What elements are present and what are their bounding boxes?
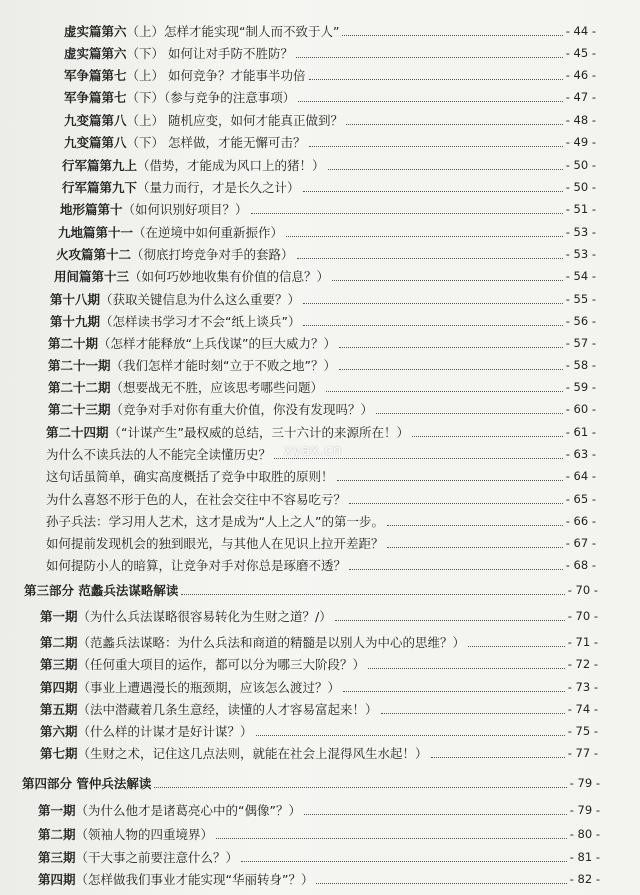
dot-leader: [296, 56, 563, 58]
toc-entry-text: （下） 怎样做，才能无懈可击？: [126, 135, 306, 150]
dot-leader: [387, 546, 563, 548]
toc-entry-head: 第七期: [40, 746, 78, 761]
toc-entry-text: （如何识别好项目？）: [122, 202, 248, 217]
toc-entry-title: [46, 469, 334, 484]
toc-entry: [38, 872, 600, 887]
toc-entry: [64, 24, 596, 39]
toc-page-number: - 82 -: [569, 872, 600, 886]
toc-entry-title: [64, 46, 293, 61]
toc-entry-title: [46, 536, 384, 551]
toc-entry-head: 地形篇第十: [60, 202, 123, 217]
toc-entry-text: 如何提防小人的暗算，让竞争对手对你总是琢磨不透？: [46, 558, 347, 573]
toc-entry-text: 如何提前发现机会的独到眼光，与其他人在见识上拉开差距？: [46, 536, 384, 551]
toc-entry-text: （上）怎样才能实现“制人而不致于人”: [126, 24, 340, 39]
toc-entry: [40, 635, 598, 650]
toc-entry-title: [40, 657, 365, 672]
toc-entry-head: 第二十一期: [48, 358, 111, 373]
toc-entry-title: [46, 492, 346, 507]
toc-entry-head: 第三期: [40, 657, 78, 672]
toc-entry: [62, 180, 596, 195]
toc-entry: [64, 113, 596, 128]
toc-entry-head: 军争篇第七: [64, 68, 127, 83]
toc-entry: [64, 68, 596, 83]
toc-section-heading: [22, 776, 600, 791]
toc-entry-head: 第十九期: [50, 314, 101, 329]
toc-page-number: - 66 -: [565, 514, 596, 528]
toc-entry-title: [40, 746, 428, 761]
toc-entry: [64, 46, 596, 61]
dot-leader: [387, 524, 563, 526]
toc-entry-text: （彻底打垮竞争对手的套路）: [131, 247, 294, 262]
toc-page-number: - 50 -: [565, 180, 596, 194]
toc-entry-text: （怎样读书学习才不会“纸上谈兵”）: [100, 314, 301, 329]
toc-entry-head: 第一期: [38, 803, 76, 818]
toc-entry-title: [62, 158, 325, 173]
toc-entry-title: [60, 202, 248, 217]
toc-entry-head: 第二十期: [48, 336, 99, 351]
toc-entry-title: [40, 702, 378, 717]
toc-entry-text: （上） 随机应变，如何才能真正做到？: [126, 113, 343, 128]
toc-page-number: - 77 -: [567, 746, 598, 760]
toc-page-number: - 81 -: [569, 850, 600, 864]
toc-entry-text: （范蠡兵法谋略：为什么兵法和商道的精髓是以别人为中心的思维？）: [77, 635, 466, 650]
dot-leader: [309, 145, 563, 147]
toc-entry: [64, 135, 596, 150]
toc-entry-text: （借势，才能成为风口上的猪！）: [137, 158, 325, 173]
toc-entry: [46, 425, 596, 440]
toc-entry-head: 第五期: [40, 702, 78, 717]
toc-section-heading: [24, 583, 598, 598]
dot-leader: [337, 479, 563, 481]
toc-page-number: - 59 -: [565, 380, 596, 394]
toc-entry-text: （获取关键信息为什么这么重要？）: [100, 292, 301, 307]
toc-entry-text: （任何重大项目的运作，都可以分为哪三大阶段？）: [77, 657, 366, 672]
toc-page-number: - 70 -: [567, 583, 598, 597]
toc-page-number: - 44 -: [565, 24, 596, 38]
toc-entry-title: [64, 90, 295, 105]
toc-entry: [40, 724, 598, 739]
toc-entry-head: 第二十二期: [48, 380, 111, 395]
toc-entry-head: 第三部分 范蠡兵法谋略解读: [24, 583, 179, 598]
toc-entry-text: （为什么他才是诸葛亮心中的“偶像”？）: [75, 803, 301, 818]
toc-entry-text: （量力而行，才是长久之计）: [137, 180, 300, 195]
toc-page-number: - 55 -: [565, 292, 596, 306]
toc-entry-title: [46, 514, 384, 529]
toc-entry-title: [24, 583, 178, 598]
toc-page-number: - 65 -: [565, 492, 596, 506]
watermark-text: xyax.cn: [284, 443, 342, 459]
toc-entry-title: [64, 68, 306, 83]
toc-page-number: - 79 -: [569, 803, 600, 817]
toc-entry-text: （怎样才能释放“上兵伐谋”的巨大威力？）: [98, 336, 336, 351]
toc-entry-title: [64, 113, 343, 128]
toc-entry-head: 行军篇第九上: [62, 158, 138, 173]
toc-entry-text: （领袖人物的四重境界）: [75, 827, 214, 842]
toc-entry: [56, 247, 596, 262]
toc-entry-text: （生财之术，记住这几点法则，就能在社会上混得风生水起！）: [77, 746, 428, 761]
toc-entry-text: （干大事之前要注意什么？）: [75, 850, 239, 865]
dot-leader: [298, 100, 562, 102]
toc-entry-text: （怎样做我们事业才能实现“华丽转身”？）: [75, 872, 314, 887]
toc-entry-title: [54, 269, 329, 284]
toc-entry-text: （为什么兵法谋略很容易转化为生财之道？/）: [77, 609, 332, 624]
toc-entry: [40, 702, 598, 717]
toc-page-number: - 45 -: [565, 46, 596, 60]
toc-entry-title: [38, 850, 238, 865]
toc-entry-head: 九地篇第十一: [58, 225, 134, 240]
toc-entry: [50, 292, 596, 307]
dot-leader: [297, 257, 563, 259]
dot-leader: [303, 324, 562, 326]
dot-leader: [216, 837, 567, 839]
toc-entry: [64, 90, 596, 105]
toc-page-number: - 51 -: [565, 202, 596, 216]
toc-entry-head: 第四部分 管仲兵法解读: [22, 776, 152, 791]
toc-entry: [46, 536, 596, 551]
toc-entry: [46, 514, 596, 529]
toc-entry-text: （法中潜藏着几条生意经，读懂的人才容易富起来！）: [77, 702, 378, 717]
toc-page-number: - 74 -: [567, 702, 598, 716]
toc-page-number: - 54 -: [565, 269, 596, 283]
toc-page-number: - 49 -: [565, 135, 596, 149]
toc-entry-text: （想要战无不胜，应该思考哪些问题）: [110, 380, 324, 395]
toc-entry-title: [22, 776, 151, 791]
toc-page-number: - 75 -: [567, 724, 598, 738]
dot-leader: [256, 734, 565, 736]
toc-page-number: - 57 -: [565, 336, 596, 350]
toc-entry-title: [48, 358, 336, 373]
toc-entry: [48, 336, 596, 351]
toc-entry-head: 第十八期: [50, 292, 101, 307]
toc-entry-head: 第一期: [40, 609, 78, 624]
toc-entry-text: 为什么不读兵法的人不能完全读懂历史？: [46, 447, 272, 462]
toc-entry-head: 第二十三期: [48, 402, 111, 417]
toc-entry-text: （在逆境中如何重新振作）: [133, 225, 284, 240]
toc-entry-head: 火攻篇第十二: [56, 247, 132, 262]
toc-entry-head: 第四期: [40, 680, 78, 695]
toc-page-number: - 68 -: [565, 558, 596, 572]
dot-leader: [304, 813, 567, 815]
toc-entry: [40, 609, 598, 624]
toc-entry-title: [58, 225, 283, 240]
toc-entry-title: [38, 803, 301, 818]
dot-leader: [241, 860, 567, 862]
toc-page-number: - 50 -: [565, 158, 596, 172]
toc-entry-title: [64, 135, 306, 150]
toc-entry: [40, 746, 598, 761]
toc-entry: [60, 202, 596, 217]
toc-entry: [46, 492, 596, 507]
dot-leader: [328, 168, 563, 170]
dot-leader: [339, 346, 563, 348]
dot-leader: [332, 279, 563, 281]
toc-page-number: - 46 -: [565, 68, 596, 82]
toc-page-number: - 53 -: [565, 225, 596, 239]
dot-leader: [303, 190, 563, 192]
dot-leader: [154, 786, 566, 788]
toc-entry-head: 第二十四期: [46, 425, 109, 440]
toc-entry-head: 第二期: [40, 635, 78, 650]
toc-entry: [46, 469, 596, 484]
dot-leader: [349, 568, 563, 570]
toc-entry-text: （竞争对手对你有重大价值，你没有发现吗？）: [110, 402, 374, 417]
toc-page-number: - 79 -: [569, 776, 600, 790]
toc-entry-title: [50, 314, 300, 329]
toc-entry-title: [46, 447, 271, 462]
toc-entry-text: 这句话虽简单，确实高度概括了竞争中取胜的原则！: [46, 469, 334, 484]
toc-entry-head: 第三期: [38, 850, 76, 865]
toc-entry-title: [48, 336, 336, 351]
toc-entry-title: [40, 680, 340, 695]
toc-entry-title: [62, 180, 300, 195]
dot-leader: [346, 123, 563, 125]
toc-entry-text: （事业上遭遇漫长的瓶颈期，应该怎么渡过？）: [77, 680, 341, 695]
toc-entry-title: [40, 609, 332, 624]
toc-entry-head: 九变篇第八: [64, 113, 127, 128]
toc-entry-head: 九变篇第八: [64, 135, 127, 150]
dot-leader: [381, 712, 565, 714]
dot-leader: [309, 78, 563, 80]
toc-entry-title: [48, 402, 373, 417]
toc-page-number: - 73 -: [567, 680, 598, 694]
toc-entry-head: 虚实篇第六: [64, 24, 127, 39]
toc-entry-head: 第六期: [40, 724, 78, 739]
dot-leader: [412, 435, 563, 437]
dot-leader: [286, 235, 563, 237]
dot-leader: [376, 412, 563, 414]
toc-entry-head: 第四期: [38, 872, 76, 887]
dot-leader: [251, 212, 563, 214]
toc-page-number: - 70 -: [567, 609, 598, 623]
toc-entry-text: （下） 如何让对手防不胜防？: [126, 46, 293, 61]
toc-entry-title: [40, 724, 253, 739]
toc-page-number: - 47 -: [565, 90, 596, 104]
toc-entry-text: （上） 如何竞争？才能事半功倍: [126, 68, 306, 83]
toc-entry: [62, 158, 596, 173]
toc-entry-head: 行军篇第九下: [62, 180, 138, 195]
toc-entry-title: [38, 827, 213, 842]
toc-entry-head: 第二期: [38, 827, 76, 842]
toc-entry-title: [40, 635, 465, 650]
toc-entry: [58, 225, 596, 240]
toc-entry: [50, 314, 596, 329]
toc-page-number: - 60 -: [565, 402, 596, 416]
toc-entry-text: （“计谋产生”最权威的总结，三十六计的来源所在！）: [108, 425, 409, 440]
toc-entry: [48, 358, 596, 373]
dot-leader: [339, 368, 563, 370]
toc-entry: [38, 850, 600, 865]
dot-leader: [335, 619, 565, 621]
dot-leader: [181, 593, 564, 595]
toc-page-number: - 53 -: [565, 247, 596, 261]
toc-entry: [48, 380, 596, 395]
toc-entry-text: （下）（参与竞争的注意事项）: [126, 90, 296, 105]
toc-entry-title: [64, 24, 339, 39]
toc-entry: [48, 402, 596, 417]
toc-entry-title: [46, 425, 409, 440]
toc-page-number: - 58 -: [565, 358, 596, 372]
dot-leader: [326, 390, 563, 392]
toc-page-number: - 64 -: [565, 469, 596, 483]
toc-entry-title: [46, 558, 346, 573]
toc-entry-text: （我们怎样才能时刻“立于不败之地”？）: [110, 358, 336, 373]
toc-entry-text: 孙子兵法：学习用人艺术，这才是成为“人上之人”的第一步。: [46, 514, 384, 529]
dot-leader: [343, 690, 565, 692]
toc-page-number: - 48 -: [565, 113, 596, 127]
dot-leader: [303, 302, 563, 304]
toc-entry: [40, 680, 598, 695]
toc-entry: [38, 803, 600, 818]
toc-page-number: - 63 -: [565, 447, 596, 461]
dot-leader: [431, 756, 565, 758]
toc-entry-text: （什么样的计谋才是好计谋？）: [77, 724, 253, 739]
toc-entry-title: [38, 872, 313, 887]
toc-page-number: - 67 -: [565, 536, 596, 550]
dot-leader: [316, 882, 566, 884]
toc-page-number: - 71 -: [567, 635, 598, 649]
toc-page-number: - 56 -: [565, 314, 596, 328]
dot-leader: [468, 645, 565, 647]
toc-entry-text: 为什么喜怒不形于色的人，在社会交往中不容易吃亏？: [46, 492, 347, 507]
toc-entry: [54, 269, 596, 284]
toc-entry: [40, 657, 598, 672]
toc-page-number: - 61 -: [565, 425, 596, 439]
toc-entry-text: （如何巧妙地收集有价值的信息？）: [129, 269, 330, 284]
toc-entry-title: [50, 292, 300, 307]
dot-leader: [349, 502, 563, 504]
dot-leader: [342, 34, 562, 36]
toc-page-number: - 80 -: [569, 827, 600, 841]
toc-page-number: - 72 -: [567, 657, 598, 671]
toc-entry-head: 用间篇第十三: [54, 269, 130, 284]
toc-entry-head: 虚实篇第六: [64, 46, 127, 61]
toc-entry: [38, 827, 600, 842]
dot-leader: [368, 667, 565, 669]
toc-entry-title: [56, 247, 294, 262]
toc-entry-title: [48, 380, 323, 395]
toc-entry-head: 军争篇第七: [64, 90, 127, 105]
toc-entry: [46, 558, 596, 573]
